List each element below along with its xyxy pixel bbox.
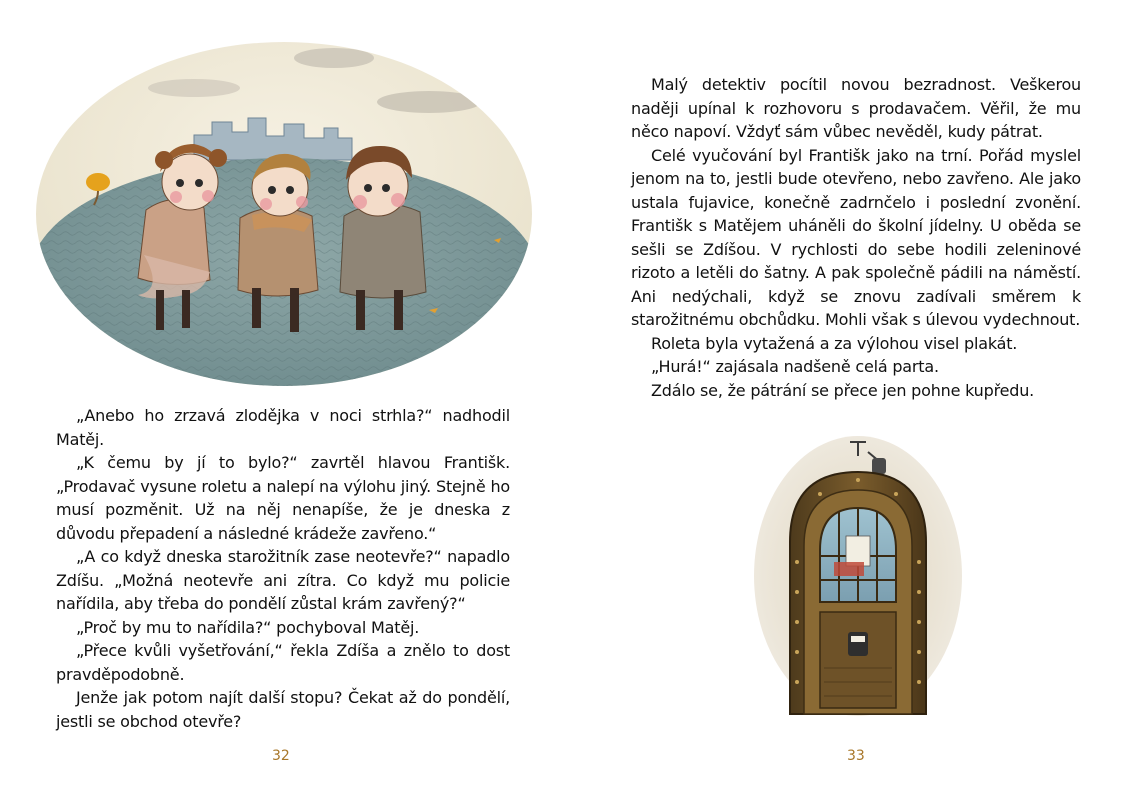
left-page [0, 0, 568, 800]
paragraph: „Anebo ho zrzavá zlodějka v noci strhla?“ nadhodil Matěj. [56, 406, 510, 449]
left-page-text [56, 404, 510, 733]
right-page [568, 0, 1137, 800]
page-number: 32 [272, 748, 290, 764]
shop-door-illustration [750, 432, 966, 720]
paragraph: Jenže jak potom najít další stopu? Čekat až do pondělí, jestli se obchod otevře? [56, 688, 510, 731]
paragraph: Roleta byla vytažená a za výlohou visel plakát. [651, 333, 1018, 353]
paragraph: „Proč by mu to nařídila?“ pochyboval Matěj. [76, 617, 420, 637]
paragraph: „A co když dneska starožitník zase neotevře?“ napadlo Zdíšu. „Možná neotevře ani zítra. Co když mu policie nařídila, aby třeba do pondělí zůstal krám zavřený?“ [56, 547, 510, 613]
paragraph: „Přece kvůli vyšetřování,“ řekla Zdíša a znělo to dost pravděpodobně. [56, 641, 510, 684]
paragraph: „K čemu by jí to bylo?“ zavrtěl hlavou Františk. „Prodavač vysune roletu a nalepí na výlohu jiný. Stejně ho musí pozměnit. Už na něj nenapíše, že je dneska z důvodu přepadení a následné krádeže zavřeno.“ [56, 453, 510, 543]
page-number: 33 [847, 748, 865, 764]
paragraph: Zdálo se, že pátrání se přece jen pohne kupředu. [651, 380, 1035, 400]
children-walking-illustration [34, 40, 534, 388]
paragraph: „Hurá!“ zajásala nadšeně celá parta. [651, 357, 939, 376]
paragraph: Celé vyučování byl Františk jako na trní. Pořád myslel jenom na to, jestli bude otevřeno, nebo zavřeno. Ale jako ustala fujavice, konečně zadrnčelo i poslední zvonění. Františk s Matějem uháněli do školní jídelny. U oběda se sešli se Zdíšou. V rychlosti do sebe hodili zeleninové rizoto a letěli do šatny. A pak společně pádili na náměstí. Ani nedýchali, když se znovu zadívali směrem k starožitnému obchůdku. Mohli však s úlevou vydechnout. [631, 145, 1081, 329]
right-page-text [631, 73, 1081, 402]
paragraph: Malý detektiv pocítil novou bezradnost. Veškerou naději upínal k rozhovoru s prodavačem. Věřil, že mu něco napoví. Vždyť sám vůbec nevěděl, kudy pátrat. [631, 75, 1081, 141]
